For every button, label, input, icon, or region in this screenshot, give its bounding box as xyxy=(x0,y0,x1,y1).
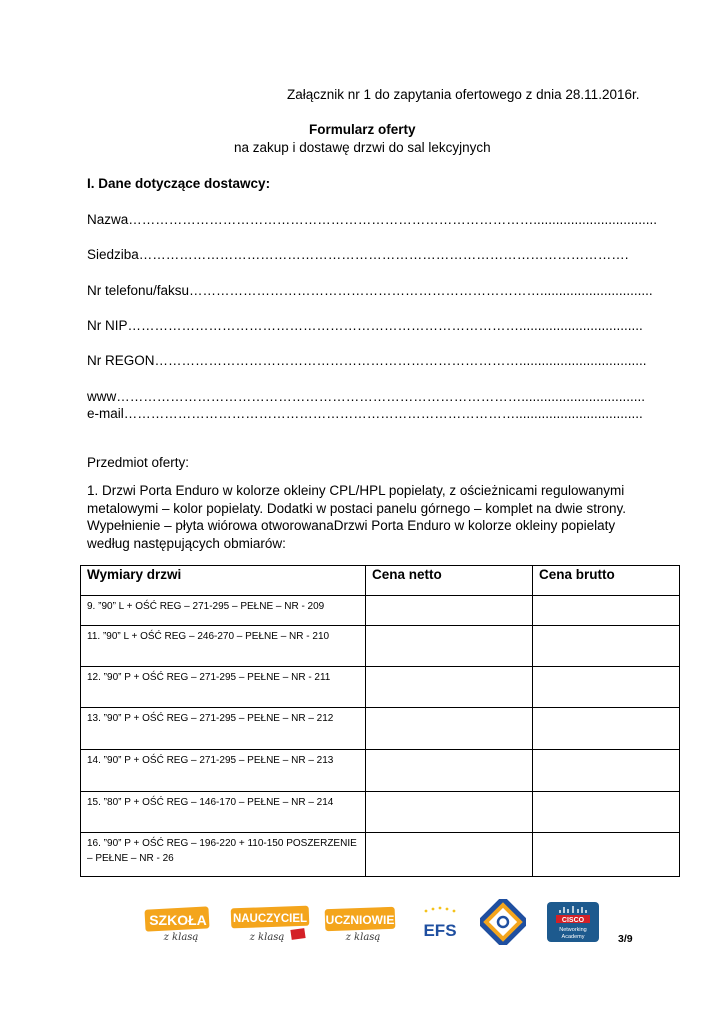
page-number: 3/9 xyxy=(618,933,633,945)
row-gross-price-cell[interactable] xyxy=(533,596,680,626)
table-row xyxy=(81,708,680,750)
row-net-price-cell[interactable] xyxy=(366,708,533,750)
row-net-price-cell[interactable] xyxy=(366,833,533,877)
field-www: www………………………………………………………………………………................................. xyxy=(87,389,646,404)
header-net-price: Cena netto xyxy=(366,566,533,596)
row-gross-price-cell[interactable] xyxy=(533,667,680,708)
svg-text:z klasą: z klasą xyxy=(249,932,285,943)
diamond-badge-logo xyxy=(480,899,526,945)
svg-text:EFS: EFS xyxy=(423,921,457,940)
table-row xyxy=(81,596,680,626)
szkola-z-klasa-logo xyxy=(143,904,213,944)
subject-label: Przedmiot oferty: xyxy=(87,455,190,470)
row-dimensions: 11. ”90” L + OŚĆ REG – 246-270 – PEŁNE – NR - 210 xyxy=(81,626,366,667)
field-email: e-mail…………………………………………………………………………….................................. xyxy=(87,406,643,421)
row-dimensions: 14. ”90” P + OŚĆ REG – 271-295 – PEŁNE – NR – 213 xyxy=(81,750,366,792)
svg-text:SZKOŁA: SZKOŁA xyxy=(149,912,207,928)
table-row xyxy=(81,667,680,708)
row-gross-price-cell[interactable] xyxy=(533,708,680,750)
nauczyciel-z-klasa-logo xyxy=(229,903,313,945)
svg-text:Networking: Networking xyxy=(559,927,587,933)
subject-description: 1. Drzwi Porta Enduro w kolorze okleiny CPL/HPL popielaty, z ościeżnicami regulowanymi metalowymi – kolor popielaty. Dodatki w postaci panelu górnego – komplet na dwie strony. Wypełnienie – płyta wiórowa otworowanaDrzwi Porta Enduro w kolorze okleiny popielaty według następujących obmiarów: xyxy=(87,483,627,551)
table-row xyxy=(81,792,680,833)
row-dimensions: 12. ”90” P + OŚĆ REG – 271-295 – PEŁNE – NR - 211 xyxy=(81,667,366,708)
field-address: Siedziba………………………………………………………………………………………………. xyxy=(87,247,629,262)
row-net-price-cell[interactable] xyxy=(366,596,533,626)
offer-table xyxy=(80,565,680,877)
svg-text:z klasą: z klasą xyxy=(345,932,381,943)
row-net-price-cell[interactable] xyxy=(366,750,533,792)
row-dimensions: 13. ”90” P + OŚĆ REG – 271-295 – PEŁNE – NR – 212 xyxy=(81,708,366,750)
row-gross-price-cell[interactable] xyxy=(533,626,680,667)
row-dimensions: 16. ”90” P + OŚĆ REG – 196-220 + 110-150 POSZERZENIE – PEŁNE – NR - 26 xyxy=(81,833,366,877)
table-row xyxy=(81,626,680,667)
header-gross-price: Cena brutto xyxy=(533,566,680,596)
row-net-price-cell[interactable] xyxy=(366,667,533,708)
field-name: Nazwa………………………………………………………………………………................................. xyxy=(87,212,658,227)
svg-text:UCZNIOWIE: UCZNIOWIE xyxy=(325,913,395,927)
svg-text:NAUCZYCIEL: NAUCZYCIEL xyxy=(232,913,308,925)
form-title: Formularz oferty xyxy=(309,122,416,137)
row-dimensions: 9. ”90” L + OŚĆ REG – 271-295 – PEŁNE – NR - 209 xyxy=(81,596,366,626)
table-row xyxy=(81,750,680,792)
annex-reference: Załącznik nr 1 do zapytania ofertowego z dnia 28.11.2016r. xyxy=(287,87,640,102)
cisco-networking-academy-logo xyxy=(546,901,600,943)
svg-text:z klasą: z klasą xyxy=(163,932,199,943)
row-gross-price-cell[interactable] xyxy=(533,750,680,792)
table-header-row xyxy=(81,566,680,596)
svg-text:Academy: Academy xyxy=(561,934,585,940)
field-regon: Nr REGON……………………………………………………………………….................................. xyxy=(87,353,647,368)
field-nip: Nr NIP……………………………………………………………………………................................. xyxy=(87,318,643,333)
efs-logo xyxy=(414,905,466,943)
table-row xyxy=(81,833,680,877)
header-dimensions: Wymiary drzwi xyxy=(81,566,366,596)
row-gross-price-cell[interactable] xyxy=(533,833,680,877)
field-phone-fax: Nr telefonu/faksu…………………………………………………………………….............................. xyxy=(87,283,653,298)
svg-text:CISCO: CISCO xyxy=(561,917,585,924)
row-gross-price-cell[interactable] xyxy=(533,792,680,833)
uczniowie-z-klasa-logo xyxy=(323,904,399,944)
form-subtitle: na zakup i dostawę drzwi do sal lekcyjnych xyxy=(234,140,491,155)
row-net-price-cell[interactable] xyxy=(366,792,533,833)
row-dimensions: 15. ”80” P + OŚĆ REG – 146-170 – PEŁNE – NR – 214 xyxy=(81,792,366,833)
row-net-price-cell[interactable] xyxy=(366,626,533,667)
section-heading: I. Dane dotyczące dostawcy: xyxy=(87,176,271,191)
